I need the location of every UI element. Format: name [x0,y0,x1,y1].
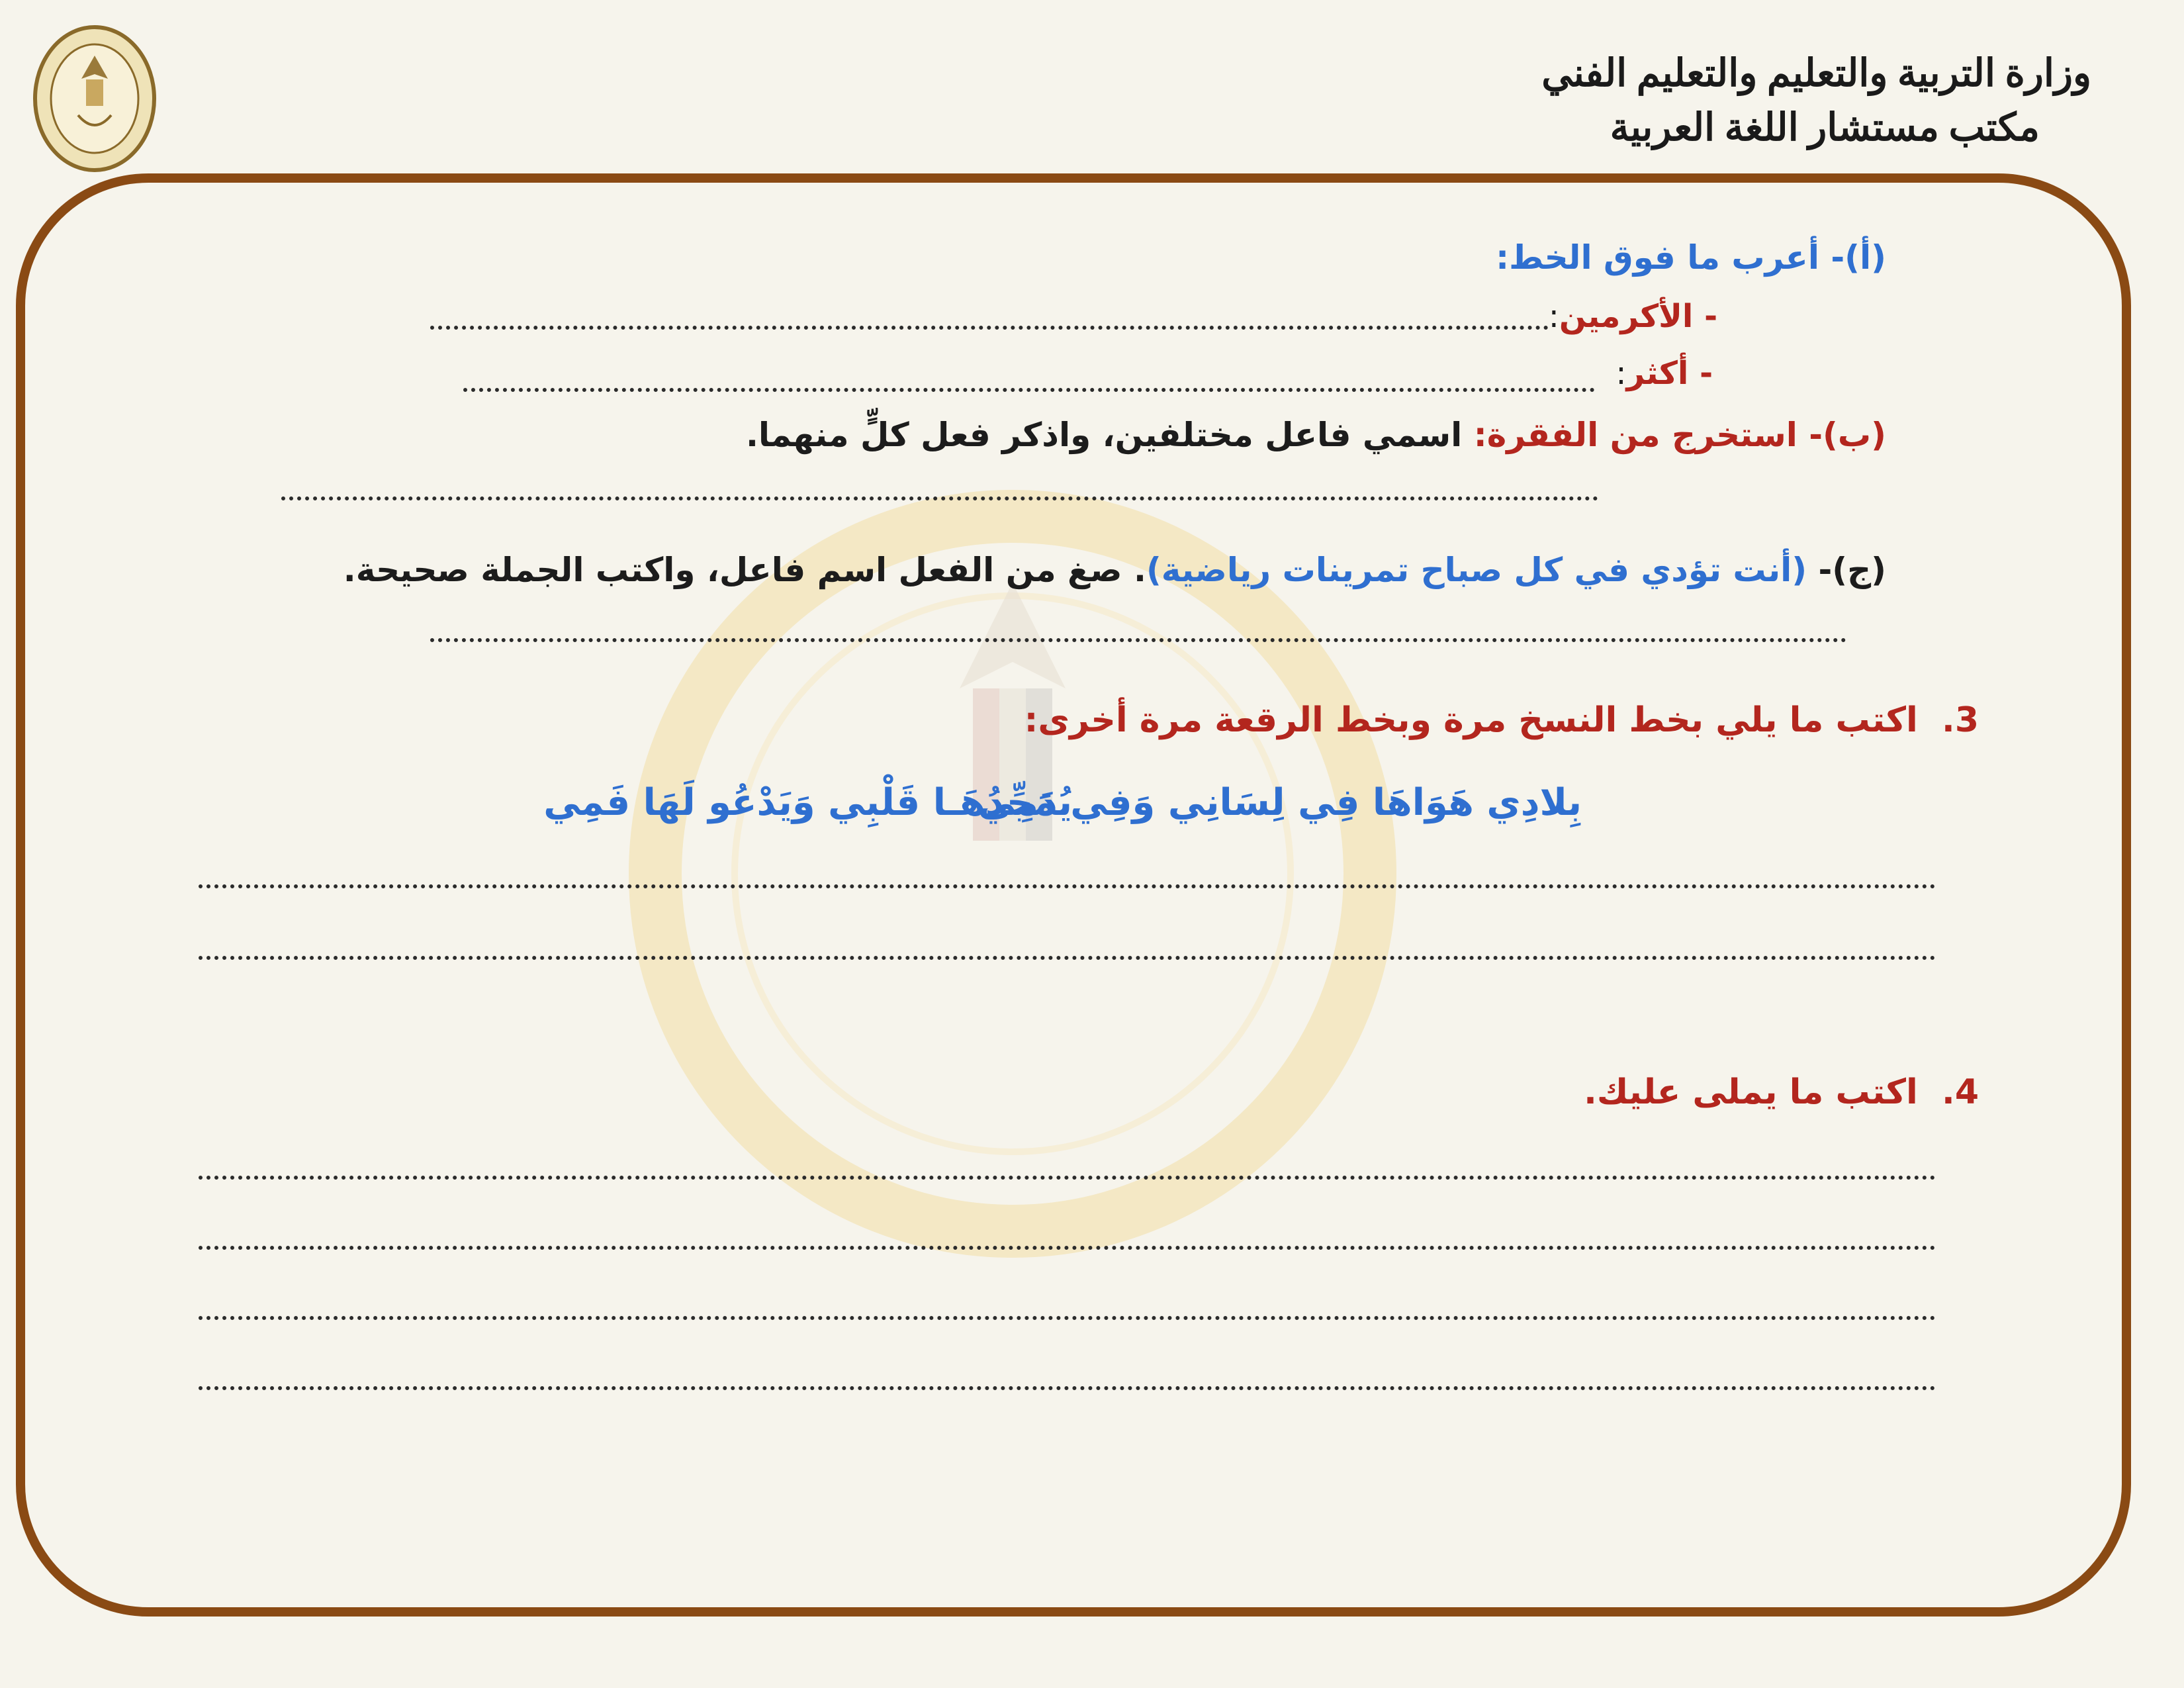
question-b-text: اسمي فاعل مختلفين، واذكر فعل كلٍّ منهما. [745,416,1463,454]
answer-line[interactable] [199,1246,1936,1250]
question-3-number: 3. [1942,700,1979,740]
answer-line[interactable] [430,638,1846,642]
ministry-name: وزارة التربية والتعليم والتعليم الفني [1541,52,2091,95]
question-b-prefix: (ب)- [1797,416,1886,454]
answer-line[interactable] [463,388,1595,392]
question-b-label: استخرج من الفقرة: [1462,416,1797,454]
question-b [746,416,1886,454]
document-header [1541,46,2091,155]
answer-line[interactable] [199,1386,1936,1390]
answer-line[interactable] [199,1176,1936,1180]
question-c-text: . صغ من الفعل اسم فاعل، واكتب الجملة صحيحة. [343,551,1146,589]
answer-line[interactable] [199,884,1936,888]
question-4 [1584,1072,1979,1112]
question-3 [1024,700,1979,740]
item-word: الأكرمين [1559,298,1694,335]
answer-line[interactable] [430,326,1549,330]
verse-first-hemistich: بِلادِي هَوَاهَا فِي لِسَانِي وَفِي دَمِي [978,781,1582,824]
answer-line[interactable] [199,1316,1936,1320]
question-a-item-1 [1549,298,1717,335]
item-colon: : [1615,355,1627,392]
question-a-text: أعرب ما فوق الخط: [1496,238,1819,277]
question-c-quote: (أنت تؤدي في كل صباح تمرينات رياضية) [1146,551,1807,589]
question-c-prefix: (ج)- [1807,551,1886,589]
item-dash: - [1688,355,1713,392]
question-a-item-2 [1615,355,1713,392]
verse-second-hemistich: يُمَجِّدُهَـا قَلْبِي وَيَدْعُو لَهَا فَمِي [543,781,1072,824]
question-a-instruction [1496,238,1886,277]
question-a-prefix: (أ)- [1819,238,1886,277]
answer-line[interactable] [281,496,1598,500]
item-word: أكثر [1626,355,1689,392]
item-colon: : [1548,298,1559,335]
question-4-number: 4. [1942,1072,1979,1112]
question-4-text: اكتب ما يملى عليك. [1584,1072,1918,1112]
office-name: مكتب مستشار اللغة العربية [1610,106,2040,149]
question-c [343,551,1886,589]
answer-line[interactable] [199,956,1936,960]
ministry-seal-icon [32,23,158,175]
item-dash: - [1693,298,1717,335]
question-3-text: اكتب ما يلي بخط النسخ مرة وبخط الرقعة مرة أخرى: [1024,700,1918,740]
